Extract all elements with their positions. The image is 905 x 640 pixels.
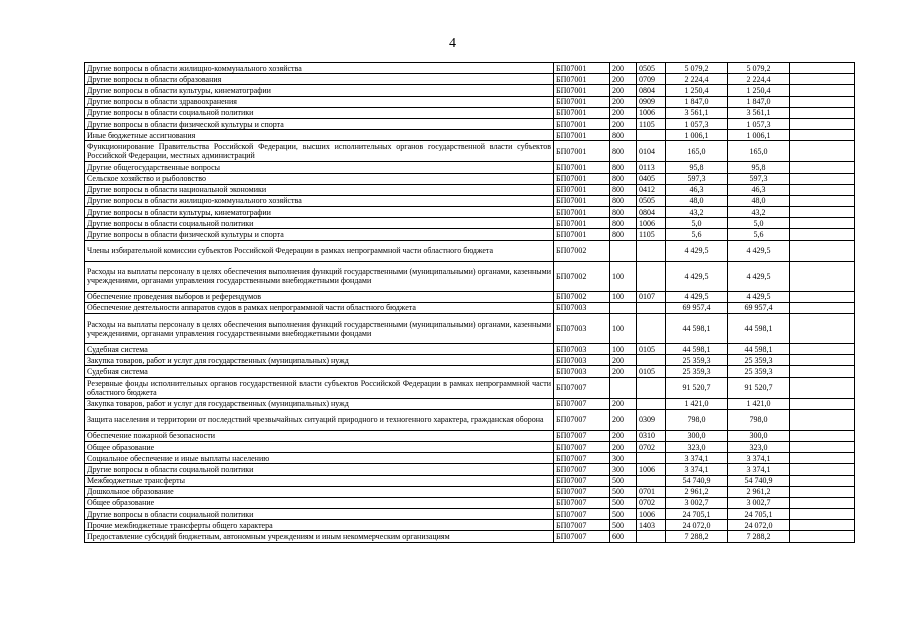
row-code: БП07002 [554,261,610,291]
row-expense-type: 500 [610,486,637,497]
row-amount-approved: 5,0 [728,218,790,229]
row-expense-type: 200 [610,118,637,129]
row-name: Другие вопросы в области жилищно-коммунального хозяйства [85,195,554,206]
table-row [85,497,855,508]
row-code: БП07002 [554,291,610,302]
row-expense-type: 200 [610,430,637,441]
row-amount: 95,8 [666,162,728,173]
row-code: БП07001 [554,107,610,118]
row-code: БП07003 [554,302,610,313]
row-expense-type: 100 [610,344,637,355]
row-code: БП07001 [554,118,610,129]
row-section: 0405 [637,173,666,184]
table-row [85,355,855,366]
row-section: 0412 [637,184,666,195]
row-amount: 3 374,1 [666,464,728,475]
table-row [85,430,855,441]
row-empty-cell [790,107,855,118]
row-amount-approved: 300,0 [728,430,790,441]
row-section: 0909 [637,96,666,107]
row-section: 0701 [637,486,666,497]
row-amount-approved: 1 421,0 [728,398,790,409]
row-code: БП07001 [554,207,610,218]
row-code: БП07007 [554,409,610,430]
row-section [637,377,666,398]
table-row [85,173,855,184]
row-empty-cell [790,74,855,85]
row-name: Другие вопросы в области национальной экономики [85,184,554,195]
row-expense-type: 100 [610,291,637,302]
row-expense-type [610,302,637,313]
row-code: БП07007 [554,497,610,508]
row-section [637,475,666,486]
row-expense-type: 500 [610,497,637,508]
row-section: 1006 [637,464,666,475]
row-code: БП07007 [554,398,610,409]
row-name: Расходы на выплаты персоналу в целях обеспечения выполнения функций государственными (муниципальными) органами, казенными учреждениями, органами управления государственными внебюджетными фондами [85,314,554,344]
row-empty-cell [790,184,855,195]
row-section: 0702 [637,497,666,508]
row-amount-approved: 1 250,4 [728,85,790,96]
row-empty-cell [790,520,855,531]
row-amount: 44 598,1 [666,344,728,355]
row-name: Другие вопросы в области физической культуры и спорта [85,118,554,129]
row-section: 0505 [637,63,666,74]
row-empty-cell [790,475,855,486]
row-section [637,302,666,313]
row-section: 0309 [637,409,666,430]
row-code: БП07007 [554,486,610,497]
row-empty-cell [790,195,855,206]
row-name: Обеспечение пожарной безопасности [85,430,554,441]
row-code: БП07007 [554,377,610,398]
row-empty-cell [790,377,855,398]
row-empty-cell [790,509,855,520]
row-empty-cell [790,366,855,377]
row-amount: 1 006,1 [666,130,728,141]
row-amount: 798,0 [666,409,728,430]
row-empty-cell [790,240,855,261]
table-row [85,366,855,377]
row-name: Социальное обеспечение и иные выплаты населению [85,453,554,464]
row-section: 1006 [637,218,666,229]
table-row [85,291,855,302]
row-expense-type: 200 [610,96,637,107]
row-name: Судебная система [85,344,554,355]
row-name: Члены избирательной комиссии субъектов Российской Федерации в рамках непрограммной части областного бюджета [85,240,554,261]
row-code: БП07001 [554,195,610,206]
row-name: Межбюджетные трансферты [85,475,554,486]
row-section: 0804 [637,207,666,218]
row-name: Резервные фонды исполнительных органов государственной власти субъектов Российской Федерации в рамках непрограммной части областного бюджета [85,377,554,398]
row-expense-type: 200 [610,63,637,74]
row-amount: 2 961,2 [666,486,728,497]
row-expense-type: 800 [610,173,637,184]
row-amount: 1 847,0 [666,96,728,107]
row-section [637,398,666,409]
row-code: БП07001 [554,229,610,240]
row-amount: 1 250,4 [666,85,728,96]
row-amount-approved: 7 288,2 [728,531,790,542]
row-amount-approved: 3 561,1 [728,107,790,118]
row-amount: 91 520,7 [666,377,728,398]
table-row [85,475,855,486]
row-amount-approved: 44 598,1 [728,314,790,344]
row-amount-approved: 3 374,1 [728,453,790,464]
row-name: Общее образование [85,441,554,452]
row-name: Другие вопросы в области культуры, кинематографии [85,207,554,218]
table-row [85,130,855,141]
row-code: БП07001 [554,162,610,173]
row-code: БП07007 [554,520,610,531]
row-section: 1105 [637,229,666,240]
row-amount: 4 429,5 [666,240,728,261]
row-amount-approved: 69 957,4 [728,302,790,313]
table-row [85,162,855,173]
row-amount: 1 421,0 [666,398,728,409]
row-empty-cell [790,344,855,355]
row-amount-approved: 91 520,7 [728,377,790,398]
row-name: Расходы на выплаты персоналу в целях обеспечения выполнения функций государственными (муниципальными) органами, казенными учреждениями, органами управления государственными внебюджетными фондами [85,261,554,291]
row-section: 0105 [637,344,666,355]
page-number: 4 [449,36,456,51]
row-amount-approved: 48,0 [728,195,790,206]
row-code: БП07003 [554,355,610,366]
row-amount: 300,0 [666,430,728,441]
table-row [85,302,855,313]
row-section: 0113 [637,162,666,173]
row-section: 0505 [637,195,666,206]
row-expense-type [610,240,637,261]
row-amount: 44 598,1 [666,314,728,344]
budget-table-body [85,63,855,543]
table-row [85,486,855,497]
row-section [637,453,666,464]
table-row [85,441,855,452]
row-expense-type: 800 [610,229,637,240]
table-row [85,218,855,229]
row-amount-approved: 95,8 [728,162,790,173]
row-amount: 43,2 [666,207,728,218]
table-row [85,85,855,96]
table-row [85,107,855,118]
row-name: Закупка товаров, работ и услуг для государственных (муниципальных) нужд [85,355,554,366]
row-expense-type: 800 [610,141,637,162]
row-code: БП07003 [554,366,610,377]
row-expense-type: 200 [610,107,637,118]
table-row [85,118,855,129]
row-section: 0709 [637,74,666,85]
row-code: БП07007 [554,464,610,475]
row-amount-approved: 25 359,3 [728,366,790,377]
row-amount: 5,0 [666,218,728,229]
row-expense-type: 800 [610,184,637,195]
row-amount-approved: 1 847,0 [728,96,790,107]
row-empty-cell [790,118,855,129]
row-section: 1006 [637,509,666,520]
row-expense-type: 100 [610,314,637,344]
row-code: БП07007 [554,453,610,464]
row-amount: 3 002,7 [666,497,728,508]
row-section: 0310 [637,430,666,441]
row-amount-approved: 3 002,7 [728,497,790,508]
row-section: 1403 [637,520,666,531]
table-row [85,531,855,542]
row-empty-cell [790,63,855,74]
row-amount: 25 359,3 [666,355,728,366]
table-row [85,509,855,520]
row-expense-type: 500 [610,520,637,531]
row-amount-approved: 4 429,5 [728,240,790,261]
row-name: Сельское хозяйство и рыболовство [85,173,554,184]
row-section [637,240,666,261]
row-code: БП07007 [554,509,610,520]
row-name: Общее образование [85,497,554,508]
row-amount-approved: 3 374,1 [728,464,790,475]
row-name: Прочие межбюджетные трансферты общего характера [85,520,554,531]
row-expense-type: 300 [610,453,637,464]
row-expense-type: 800 [610,207,637,218]
row-empty-cell [790,291,855,302]
row-section: 0702 [637,441,666,452]
row-code: БП07007 [554,441,610,452]
row-expense-type: 800 [610,195,637,206]
row-empty-cell [790,355,855,366]
row-code: БП07003 [554,344,610,355]
table-row [85,520,855,531]
row-amount-approved: 2 224,4 [728,74,790,85]
row-amount: 25 359,3 [666,366,728,377]
row-amount: 323,0 [666,441,728,452]
row-empty-cell [790,430,855,441]
row-empty-cell [790,398,855,409]
table-row [85,464,855,475]
row-amount: 7 288,2 [666,531,728,542]
row-name: Другие вопросы в области здравоохранения [85,96,554,107]
table-row [85,453,855,464]
row-code: БП07001 [554,173,610,184]
row-code: БП07001 [554,184,610,195]
row-empty-cell [790,130,855,141]
row-name: Другие вопросы в области социальной политики [85,107,554,118]
row-name: Другие вопросы в области социальной политики [85,218,554,229]
row-expense-type: 800 [610,162,637,173]
row-name: Другие вопросы в области социальной политики [85,509,554,520]
row-code: БП07001 [554,218,610,229]
row-amount: 5 079,2 [666,63,728,74]
table-row [85,74,855,85]
row-empty-cell [790,173,855,184]
row-amount-approved: 165,0 [728,141,790,162]
row-code: БП07001 [554,141,610,162]
row-empty-cell [790,96,855,107]
row-name: Обеспечение деятельности аппаратов судов в рамках непрограммной части областного бюджета [85,302,554,313]
row-empty-cell [790,207,855,218]
row-name: Другие вопросы в области социальной политики [85,464,554,475]
row-empty-cell [790,409,855,430]
row-empty-cell [790,218,855,229]
row-code: БП07007 [554,430,610,441]
table-row [85,344,855,355]
row-expense-type: 300 [610,464,637,475]
row-amount: 46,3 [666,184,728,195]
row-section [637,531,666,542]
row-code: БП07003 [554,314,610,344]
row-amount: 5,6 [666,229,728,240]
row-amount-approved: 323,0 [728,441,790,452]
row-expense-type: 200 [610,85,637,96]
row-amount: 4 429,5 [666,291,728,302]
row-empty-cell [790,497,855,508]
row-code: БП07001 [554,63,610,74]
row-amount-approved: 1 057,3 [728,118,790,129]
row-section [637,130,666,141]
row-amount: 24 072,0 [666,520,728,531]
row-empty-cell [790,441,855,452]
row-empty-cell [790,464,855,475]
row-section [637,261,666,291]
row-name: Обеспечение проведения выборов и референдумов [85,291,554,302]
row-expense-type: 600 [610,531,637,542]
row-section [637,355,666,366]
row-section: 0105 [637,366,666,377]
row-section: 0804 [637,85,666,96]
row-amount: 165,0 [666,141,728,162]
row-empty-cell [790,314,855,344]
row-name: Другие вопросы в области физической культуры и спорта [85,229,554,240]
row-section: 1105 [637,118,666,129]
row-empty-cell [790,261,855,291]
row-name: Предоставление субсидий бюджетным, автономным учреждениям и иным некоммерческим организациям [85,531,554,542]
row-amount: 3 561,1 [666,107,728,118]
row-amount-approved: 798,0 [728,409,790,430]
row-code: БП07001 [554,130,610,141]
row-name: Судебная система [85,366,554,377]
table-row [85,377,855,398]
row-expense-type: 800 [610,130,637,141]
row-section: 0107 [637,291,666,302]
row-amount-approved: 5,6 [728,229,790,240]
row-amount-approved: 24 072,0 [728,520,790,531]
row-code: БП07001 [554,96,610,107]
row-section: 1006 [637,107,666,118]
row-section: 0104 [637,141,666,162]
row-empty-cell [790,141,855,162]
budget-table [84,62,855,543]
table-row [85,195,855,206]
row-code: БП07007 [554,475,610,486]
row-amount: 69 957,4 [666,302,728,313]
table-row [85,96,855,107]
row-amount-approved: 24 705,1 [728,509,790,520]
row-code: БП07002 [554,240,610,261]
table-row [85,240,855,261]
row-amount: 1 057,3 [666,118,728,129]
row-name: Другие общегосударственные вопросы [85,162,554,173]
row-name: Защита населения и территории от последствий чрезвычайных ситуаций природного и техногенного характера, гражданская оборона [85,409,554,430]
row-expense-type: 200 [610,74,637,85]
row-amount-approved: 597,3 [728,173,790,184]
row-amount: 597,3 [666,173,728,184]
row-amount-approved: 25 359,3 [728,355,790,366]
row-expense-type [610,377,637,398]
row-amount-approved: 44 598,1 [728,344,790,355]
table-row [85,63,855,74]
row-empty-cell [790,486,855,497]
row-name: Функционирование Правительства Российской Федерации, высших исполнительных органов государственной власти субъектов Российской Федерации, местных администраций [85,141,554,162]
row-name: Дошкольное образование [85,486,554,497]
row-amount: 48,0 [666,195,728,206]
row-amount-approved: 5 079,2 [728,63,790,74]
row-amount: 2 224,4 [666,74,728,85]
row-expense-type: 500 [610,509,637,520]
row-amount-approved: 43,2 [728,207,790,218]
row-empty-cell [790,85,855,96]
table-row [85,409,855,430]
row-expense-type: 800 [610,218,637,229]
row-expense-type: 200 [610,409,637,430]
row-amount-approved: 54 740,9 [728,475,790,486]
row-expense-type: 200 [610,398,637,409]
row-code: БП07007 [554,531,610,542]
row-amount-approved: 2 961,2 [728,486,790,497]
row-name: Другие вопросы в области образования [85,74,554,85]
row-name: Другие вопросы в области жилищно-коммунального хозяйства [85,63,554,74]
row-section [637,314,666,344]
table-row [85,229,855,240]
row-expense-type: 200 [610,441,637,452]
row-empty-cell [790,229,855,240]
row-name: Другие вопросы в области культуры, кинематографии [85,85,554,96]
row-empty-cell [790,453,855,464]
row-name: Иные бюджетные ассигнования [85,130,554,141]
row-empty-cell [790,162,855,173]
row-code: БП07001 [554,85,610,96]
row-amount: 4 429,5 [666,261,728,291]
row-name: Закупка товаров, работ и услуг для государственных (муниципальных) нужд [85,398,554,409]
row-amount: 54 740,9 [666,475,728,486]
row-amount-approved: 46,3 [728,184,790,195]
table-row [85,398,855,409]
row-amount-approved: 4 429,5 [728,261,790,291]
row-amount: 3 374,1 [666,453,728,464]
row-empty-cell [790,302,855,313]
row-expense-type: 200 [610,355,637,366]
row-expense-type: 100 [610,261,637,291]
row-amount-approved: 1 006,1 [728,130,790,141]
table-row [85,184,855,195]
table-row [85,261,855,291]
row-amount-approved: 4 429,5 [728,291,790,302]
row-expense-type: 200 [610,366,637,377]
row-amount: 24 705,1 [666,509,728,520]
table-row [85,207,855,218]
row-code: БП07001 [554,74,610,85]
row-expense-type: 500 [610,475,637,486]
row-empty-cell [790,531,855,542]
table-row [85,141,855,162]
table-row [85,314,855,344]
